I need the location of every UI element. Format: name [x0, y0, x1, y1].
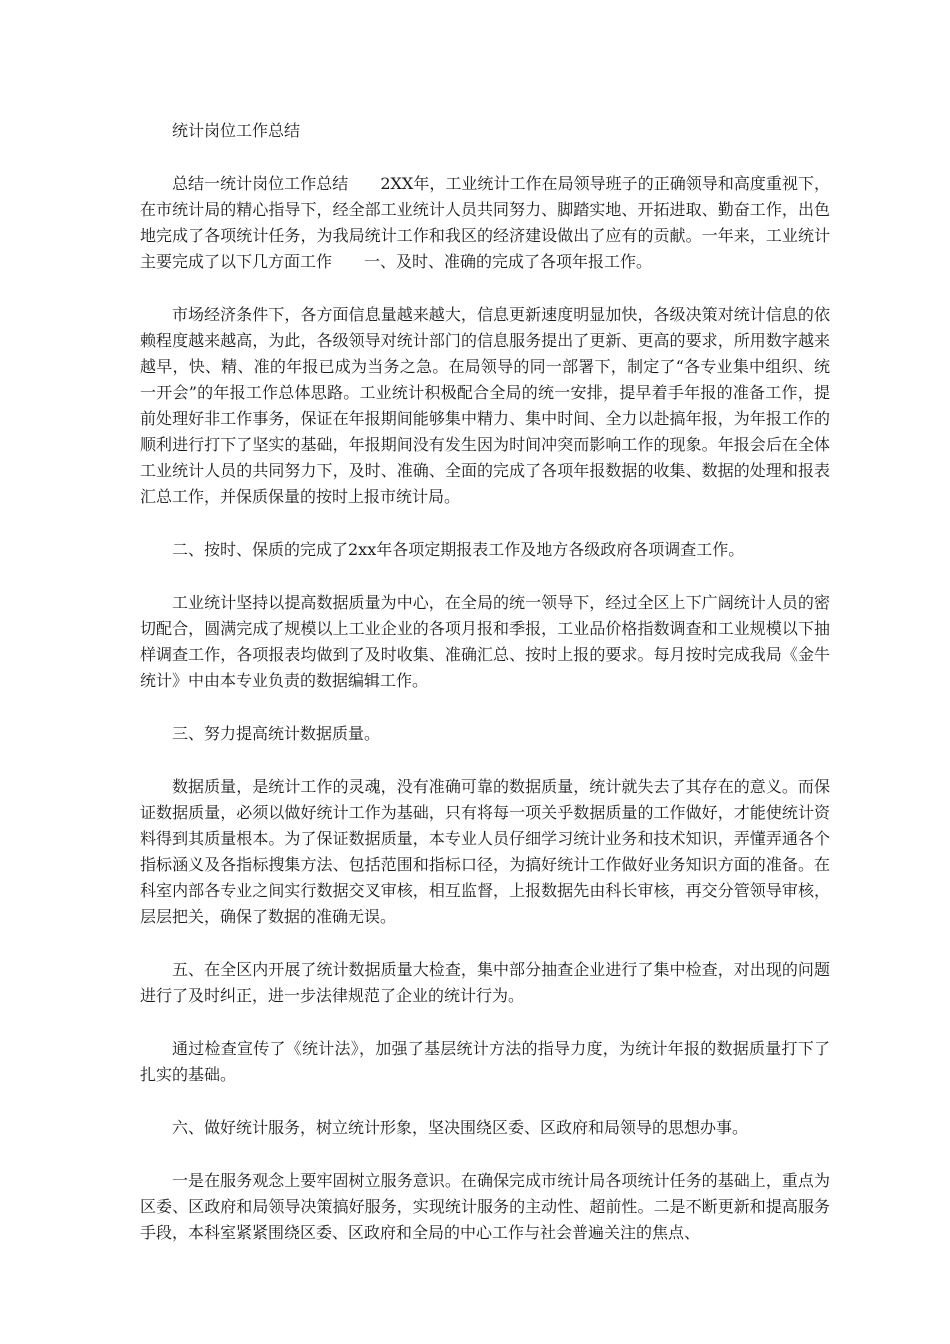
section-heading-5: 五、在全区内开展了统计数据质量大检查，集中部分抽查企业进行了集中检查，对出现的问题进行了及时纠正，进一步法律规范了企业的统计行为。	[140, 960, 830, 1005]
section-heading-2: 二、按时、保质的完成了2xx年各项定期报表工作及地方各级政府各项调查工作。	[172, 540, 745, 559]
paragraph-data-quality: 数据质量，是统计工作的灵魂，没有准确可靠的数据质量，统计就失去了其存在的意义。而保证数据质量，必须以做好统计工作为基础，只有将每一项关乎数据质量的工作做好，才能使统计资料得到其质量根本。为了保证数据质量，本专业人员仔细学习统计业务和技术知识，弄懂弄通各个指标涵义及各指标搜集方法、包括范围和指标口径，为搞好统计工作做好业务知识方面的准备。在科室内部各专业之间实行数据交叉审核，相互监督，上报数据先由科长审核，再交分管领导审核，层层把关，确保了数据的准确无误。	[140, 777, 830, 926]
document-page	[140, 118, 830, 1246]
document-title: 统计岗位工作总结	[172, 121, 301, 140]
paragraph-inspection: 通过检查宣传了《统计法》，加强了基层统计方法的指导力度，为统计年报的数据质量打下了扎实的基础。	[140, 1039, 830, 1084]
section-heading-6: 六、做好统计服务，树立统计形象，坚决围绕区委、区政府和局领导的思想办事。	[172, 1118, 749, 1137]
section-heading-3: 三、努力提高统计数据质量。	[172, 724, 381, 743]
paragraph-service: 一是在服务观念上要牢固树立服务意识。在确保完成市统计局各项统计任务的基础上，重点为区委、区政府和局领导决策搞好服务，实现统计服务的主动性、超前性。二是不断更新和提高服务手段，本科室紧紧围绕区委、区政府和全局的中心工作与社会普遍关注的焦点、	[140, 1171, 830, 1242]
paragraph-intro: 总结一统计岗位工作总结 2XX年，工业统计工作在局领导班子的正确领导和高度重视下，在市统计局的精心指导下，经全部工业统计人员共同努力、脚踏实地、开拓进取、勤奋工作，出色地完成了各项统计任务，为我局统计工作和我区的经济建设做出了应有的贡献。一年来，工业统计主要完成了以下几方面工作 一、及时、准确的完成了各项年报工作。	[140, 174, 830, 271]
paragraph-annual-report: 市场经济条件下，各方面信息量越来越大，信息更新速度明显加快，各级决策对统计信息的依赖程度越来越高，为此，各级领导对统计部门的信息服务提出了更新、更高的要求，所用数字越来越早，快、精、准的年报已成为当务之急。在局领导的同一部署下，制定了“各专业集中组织、统一开会”的年报工作总体思路。工业统计积极配合全局的统一安排，提早着手年报的准备工作，提前处理好非工作事务，保证在年报期间能够集中精力、集中时间、全力以赴搞年报，为年报工作的顺利进行打下了坚实的基础，年报期间没有发生因为时间冲突而影响工作的现象。年报会后在全体工业统计人员的共同努力下，及时、准确、全面的完成了各项年报数据的收集、数据的处理和报表汇总工作，并保质保量的按时上报市统计局。	[140, 305, 830, 506]
paragraph-periodic-reports: 工业统计坚持以提高数据质量为中心，在全局的统一领导下，经过全区上下广阔统计人员的密切配合，圆满完成了规模以上工业企业的各项月报和季报，工业品价格指数调查和工业规模以下抽样调查工作，各项报表均做到了及时收集、准确汇总、按时上报的要求。每月按时完成我局《金牛统计》中由本专业负责的数据编辑工作。	[140, 593, 830, 690]
